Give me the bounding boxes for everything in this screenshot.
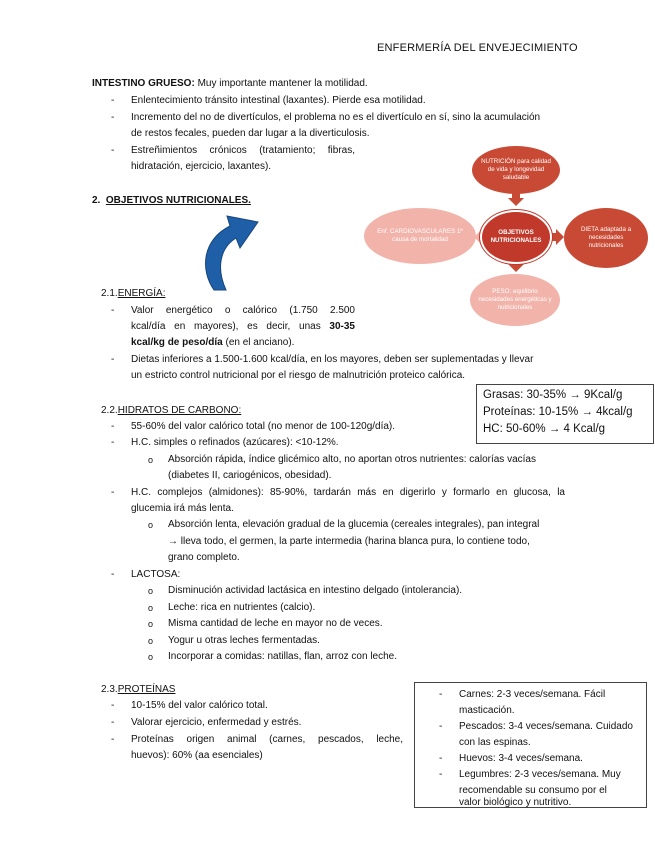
energia-line-2 bbox=[131, 319, 355, 335]
hc-line-7: Absorción lenta, elevación gradual de la glucemia (cereales integrales), pan integral bbox=[168, 519, 540, 530]
lactosa-item-1: Disminución actividad lactásica en intestino delgado (intolerancia). bbox=[168, 585, 463, 596]
hc-heading bbox=[101, 403, 241, 419]
diagram-node-top: NUTRICIÓN para calidad de vida y longevidad saludable bbox=[472, 146, 560, 194]
bullet-dash: - bbox=[111, 569, 115, 580]
page-header: ENFERMERÍA DEL ENVEJECIMIENTO bbox=[377, 42, 578, 54]
bullet-circle: o bbox=[148, 586, 154, 596]
bullet-dash: - bbox=[111, 421, 115, 432]
protbox-line-3: Pescados: 3-4 veces/semana. Cuidado bbox=[459, 721, 633, 732]
intestino-item-2-cont: de restos fecales, pueden dar lugar a la diverticulosis. bbox=[131, 128, 370, 139]
proteinas-title: PROTEÍNAS bbox=[117, 684, 176, 695]
diagram-node-right: DIETA adaptada a necesidades nutricionales bbox=[564, 208, 648, 268]
bullet-circle: o bbox=[148, 455, 154, 465]
protbox-line-4: con las espinas. bbox=[459, 737, 531, 748]
bullet-circle: o bbox=[148, 636, 154, 646]
diagram-node-left: Enf. CARDIOVASCULARES 1ª causa de mortalidad bbox=[364, 208, 476, 264]
hc-line-9: grano completo. bbox=[168, 552, 240, 563]
macro-proteinas: Proteínas: 10-15% → 4kcal/g bbox=[483, 406, 633, 418]
protein-sources-box bbox=[414, 682, 647, 808]
intestino-intro: Muy importante mantener la motilidad. bbox=[194, 78, 368, 89]
bullet-dash: - bbox=[111, 305, 115, 316]
hc-line-8: → lleva todo, el germen, la parte intermedia (harina blanca pura, lo contiene todo, bbox=[168, 536, 530, 547]
hc-line-4: (diabetes II, cariogénicos, obesidad). bbox=[168, 470, 332, 481]
energia-line-3 bbox=[131, 335, 294, 351]
protbox-line-8: valor biológico y nutritivo. bbox=[459, 797, 572, 808]
macro-hc: HC: 50-60% → 4 Kcal/g bbox=[483, 423, 606, 435]
hc-title: HIDRATOS DE CARBONO: bbox=[117, 405, 242, 416]
protbox-line-1: Carnes: 2-3 veces/semana. Fácil bbox=[459, 689, 606, 700]
proteinas-line-3: Proteínas origen animal (carnes, pescados, leche, bbox=[131, 734, 403, 745]
lactosa-item-4: Yogur u otras leches fermentadas. bbox=[168, 635, 320, 646]
hc-line-1: 55-60% del valor calórico total (no menor de 100-120g/día). bbox=[131, 421, 396, 432]
macro-grasas: Grasas: 30-35% → 9Kcal/g bbox=[483, 389, 623, 401]
hc-number: 2.2. bbox=[101, 405, 118, 416]
bullet-dash: - bbox=[439, 721, 443, 732]
proteinas-line-2: Valorar ejercicio, enfermedad y estrés. bbox=[131, 717, 302, 728]
energia-line-2-text: kcal/día en mayores), es decir, unas bbox=[131, 321, 330, 332]
lactosa-item-2: Leche: rica en nutrientes (calcio). bbox=[168, 602, 316, 613]
proteinas-line-4: huevos): 60% (aa esenciales) bbox=[131, 750, 263, 761]
intestino-item-3: Estreñimientos crónicos (tratamiento; fibras, bbox=[131, 145, 355, 156]
bullet-dash: - bbox=[111, 487, 115, 498]
bullet-dash: - bbox=[111, 437, 115, 448]
protbox-line-5: Huevos: 3-4 veces/semana. bbox=[459, 753, 583, 764]
section-2-title: OBJETIVOS NUTRICIONALES. bbox=[105, 195, 251, 206]
intestino-title: INTESTINO GRUESO: bbox=[92, 78, 195, 89]
hc-line-5: H.C. complejos (almidones): 85-90%, tardarán más en digerirlo y formarlo en glucosa, la bbox=[131, 487, 565, 498]
energia-line-3-bold: kcal/kg de peso/día bbox=[131, 337, 223, 348]
hc-line-2: H.C. simples o refinados (azúcares): <10-12%. bbox=[131, 437, 339, 448]
lactosa-item-5: Incorporar a comidas: natillas, flan, arroz con leche. bbox=[168, 651, 397, 662]
bullet-circle: o bbox=[148, 619, 154, 629]
bullet-dash: - bbox=[111, 717, 115, 728]
bullet-dash: - bbox=[111, 112, 115, 123]
protbox-line-7: recomendable su consumo por el bbox=[459, 785, 607, 796]
protbox-line-6: Legumbres: 2-3 veces/semana. Muy bbox=[459, 769, 621, 780]
bullet-dash: - bbox=[439, 753, 443, 764]
objectives-diagram bbox=[360, 140, 650, 330]
energia-line-5: un estricto control nutricional por el riesgo de malnutrición proteico calórica. bbox=[131, 370, 466, 381]
energia-heading bbox=[101, 286, 165, 302]
energia-title: ENERGÍA: bbox=[117, 288, 166, 299]
curved-arrow-icon bbox=[196, 208, 266, 292]
bullet-dash: - bbox=[111, 95, 115, 106]
bullet-circle: o bbox=[148, 603, 154, 613]
bullet-dash: - bbox=[439, 689, 443, 700]
intestino-paragraph bbox=[92, 76, 368, 92]
bullet-dash: - bbox=[111, 354, 115, 365]
diagram-node-bottom: PESO: equilibrio necesidades energéticas y nutricionales bbox=[470, 274, 560, 326]
bullet-circle: o bbox=[148, 652, 154, 662]
section-2-heading bbox=[92, 193, 251, 209]
bullet-dash: - bbox=[439, 769, 443, 780]
hc-line-3: Absorción rápida, índice glicémico alto, no aportan otros nutrientes: calorías vacías bbox=[168, 454, 536, 465]
intestino-item-1: Enlentecimiento tránsito intestinal (laxantes). Pierde esa motilidad. bbox=[131, 95, 426, 106]
diagram-node-center: OBJETIVOS NUTRICIONALES bbox=[480, 210, 552, 264]
energia-line-3-text: (en el anciano). bbox=[222, 337, 295, 348]
proteinas-line-1: 10-15% del valor calórico total. bbox=[131, 700, 268, 711]
energia-line-4: Dietas inferiores a 1.500-1.600 kcal/día, en los mayores, deben ser suplementadas y llevar bbox=[131, 354, 534, 365]
bullet-dash: - bbox=[111, 145, 115, 156]
lactosa-heading: LACTOSA: bbox=[131, 569, 181, 580]
bullet-dash: - bbox=[111, 734, 115, 745]
energia-line-1: Valor energético o calórico (1.750 2.500 bbox=[131, 305, 355, 316]
intestino-item-3-cont: hidratación, ejercicio, laxantes). bbox=[131, 161, 272, 172]
protbox-line-2: masticación. bbox=[459, 705, 515, 716]
proteinas-number: 2.3. bbox=[101, 684, 118, 695]
hc-line-6: glucemia irá más lenta. bbox=[131, 503, 234, 514]
intestino-item-2: Incremento del no de divertículos, el problema no es el divertículo en sí, sino la acumulación bbox=[131, 112, 541, 123]
energia-number: 2.1. bbox=[101, 288, 118, 299]
proteinas-heading bbox=[101, 682, 175, 698]
energia-line-2-bold: 30-35 bbox=[329, 321, 355, 332]
section-2-number: 2. bbox=[92, 195, 101, 206]
bullet-dash: - bbox=[111, 700, 115, 711]
lactosa-item-3: Misma cantidad de leche en mayor no de veces. bbox=[168, 618, 383, 629]
macronutrient-box bbox=[476, 384, 654, 444]
bullet-circle: o bbox=[148, 520, 154, 530]
